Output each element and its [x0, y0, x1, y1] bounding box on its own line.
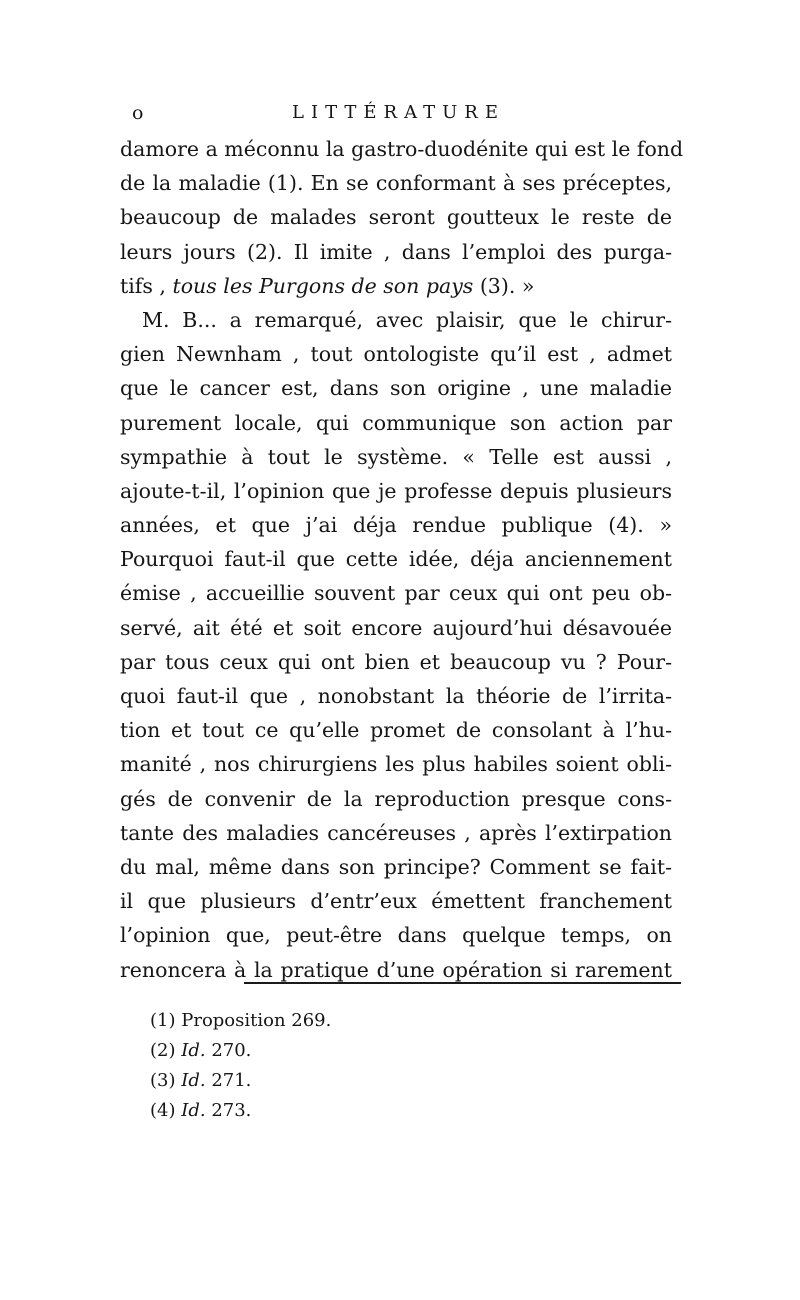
- footnote-marker: (4): [150, 1100, 176, 1121]
- text-run: gien Newnham , tout ontologiste qu’il est , admet: [120, 342, 672, 367]
- text-run: tifs ,: [120, 273, 173, 298]
- text-line: [120, 782, 672, 816]
- footnote-separator-rule: [244, 982, 681, 984]
- text-run: par tous ceux qui ont bien et beaucoup vu ? Pour-: [120, 649, 672, 674]
- text-line: [120, 747, 672, 781]
- text-line: [120, 850, 672, 884]
- text-run: émise , accueillie souvent par ceux qui ont peu ob-: [120, 581, 672, 606]
- footnote-marker: (2): [150, 1040, 176, 1061]
- text-run: damore a méconnu la gastro-duodénite qui est le fond: [120, 137, 684, 161]
- text-line: [120, 645, 672, 679]
- footnote: [150, 1036, 331, 1066]
- text-line: [120, 371, 672, 405]
- text-run: gés de convenir de la reproduction presque cons-: [120, 786, 672, 811]
- running-title: LITTÉRATURE: [292, 102, 505, 123]
- footnote-text: Id.: [181, 1040, 206, 1061]
- text-run: servé, ait été et soit encore aujourd’hui désavouée: [120, 615, 672, 640]
- page-header: [122, 101, 670, 131]
- text-run: il que plusieurs d’entr’eux émettent franchement: [120, 889, 672, 914]
- text-line: [120, 918, 672, 952]
- text-run: du mal, même dans son principe? Comment se fait-: [120, 854, 672, 879]
- text-run: quoi faut-il que , nonobstant la théorie de l’irrita-: [120, 684, 672, 708]
- footnote-text: Id.: [181, 1100, 206, 1121]
- text-run: l’opinion que, peut-être dans quelque temps, on: [120, 923, 672, 948]
- text-run: tion et tout ce qu’elle promet de consolant à l’hu-: [120, 718, 672, 743]
- text-line: [120, 200, 672, 234]
- text-line: [120, 235, 672, 269]
- footnote-marker: (3): [150, 1070, 176, 1091]
- text-line: [120, 474, 672, 508]
- footnote: [150, 1096, 331, 1126]
- text-run: Pourquoi faut-il que cette idée, déja anciennement: [120, 547, 672, 572]
- text-line: [120, 269, 672, 303]
- footnote: [150, 1006, 331, 1036]
- text-line: [120, 576, 672, 610]
- text-run: manité , nos chirurgiens les plus habiles soient obli-: [120, 752, 672, 777]
- text-run: que le cancer est, dans son origine , une maladie: [120, 376, 672, 401]
- text-run: années, et que j’ai déja rendue publique (4). »: [120, 513, 672, 538]
- text-line: [120, 303, 672, 337]
- footnotes: [150, 1006, 331, 1126]
- page-number: o: [132, 102, 144, 124]
- text-line: [120, 542, 672, 576]
- text-run: sympathie à tout le système. « Telle est aussi ,: [120, 444, 672, 469]
- text-run: purement locale, qui communique son action par: [120, 410, 672, 435]
- text-line: [120, 713, 672, 747]
- text-run: (3). »: [473, 273, 535, 298]
- text-line: [120, 406, 672, 440]
- footnote-text: Proposition 269.: [181, 1010, 332, 1031]
- text-line: [120, 440, 672, 474]
- footnote-text: Id.: [181, 1070, 206, 1091]
- text-run: de la maladie (1). En se conformant à ses préceptes,: [120, 171, 672, 196]
- text-run: leurs jours (2). Il imite , dans l’emploi des purga-: [120, 239, 672, 264]
- footnote-reference: 271.: [205, 1070, 252, 1091]
- text-line: [120, 337, 672, 371]
- footnote-marker: (1): [150, 1010, 176, 1031]
- text-run: M. B... a remarqué, avec plaisir, que le chirur-: [142, 307, 672, 332]
- body-text: [120, 132, 684, 987]
- italic-text: tous les Purgons de son pays: [172, 273, 474, 298]
- text-run: ajoute-t-il, l’opinion que je professe depuis plusieurs: [120, 478, 672, 503]
- text-line: [120, 166, 672, 200]
- text-line: [120, 884, 672, 918]
- footnote-reference: 273.: [205, 1100, 252, 1121]
- text-line: [120, 679, 672, 713]
- text-line: [120, 132, 684, 166]
- footnote-reference: 270.: [205, 1040, 252, 1061]
- text-line: [120, 508, 672, 542]
- text-line: [120, 611, 672, 645]
- text-run: tante des maladies cancéreuses , après l’extirpation: [120, 820, 672, 845]
- footnote: [150, 1066, 331, 1096]
- text-run: beaucoup de malades seront goutteux le reste de: [120, 205, 672, 230]
- text-run: renoncera à la pratique d’une opération si rarement: [120, 957, 672, 982]
- text-line: [120, 816, 672, 850]
